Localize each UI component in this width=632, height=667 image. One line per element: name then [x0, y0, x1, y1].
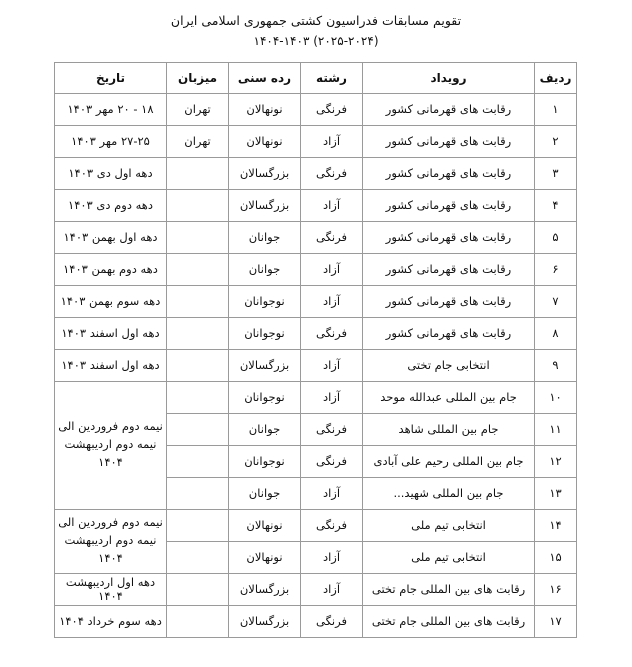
cell-mizban [167, 605, 229, 637]
cell-reshte: آزاد [301, 573, 363, 605]
cell-tarikh: دهه دوم دی ۱۴۰۳ [55, 189, 167, 221]
cell-rooydad: رقابت های قهرمانی کشور [363, 189, 535, 221]
table-row [55, 573, 577, 605]
cell-rooydad: رقابت های قهرمانی کشور [363, 221, 535, 253]
cell-reshte: فرنگی [301, 509, 363, 541]
column-header-rade-senni: رده سنی [229, 62, 301, 93]
cell-mizban [167, 477, 229, 509]
cell-radif: ۴ [535, 189, 577, 221]
cell-radif: ۵ [535, 221, 577, 253]
calendar-table-wrapper [0, 62, 632, 638]
cell-radif: ۱۲ [535, 445, 577, 477]
cell-mizban [167, 189, 229, 221]
table-row [55, 157, 577, 189]
competition-calendar-table [54, 62, 577, 638]
cell-reshte: آزاد [301, 125, 363, 157]
table-row [55, 93, 577, 125]
table-row [55, 285, 577, 317]
cell-tarikh: دهه دوم بهمن ۱۴۰۳ [55, 253, 167, 285]
cell-reshte: فرنگی [301, 605, 363, 637]
table-header [55, 62, 577, 93]
cell-rooydad: انتخابی تیم ملی [363, 509, 535, 541]
cell-rade-senni: نونهالان [229, 93, 301, 125]
cell-radif: ۸ [535, 317, 577, 349]
cell-rooydad: جام بین المللی عبدالله موحد [363, 381, 535, 413]
cell-rade-senni: بزرگسالان [229, 349, 301, 381]
page-subtitle: (۲۰۲۵-۲۰۲۴) ۱۴۰۴-۱۴۰۳ [253, 34, 379, 49]
cell-rooydad: رقابت های قهرمانی کشور [363, 157, 535, 189]
cell-rade-senni: نونهالان [229, 541, 301, 573]
cell-mizban [167, 381, 229, 413]
document-title-block [0, 10, 632, 52]
table-row [55, 605, 577, 637]
cell-radif: ۳ [535, 157, 577, 189]
cell-mizban [167, 253, 229, 285]
cell-reshte: آزاد [301, 285, 363, 317]
cell-rooydad: رقابت های قهرمانی کشور [363, 253, 535, 285]
cell-rade-senni: جوانان [229, 413, 301, 445]
cell-rooydad: جام بین المللی شاهد [363, 413, 535, 445]
column-header-rooydad: رویداد [363, 62, 535, 93]
cell-mizban: تهران [167, 125, 229, 157]
cell-mizban [167, 413, 229, 445]
cell-radif: ۱ [535, 93, 577, 125]
cell-reshte: فرنگی [301, 221, 363, 253]
cell-rade-senni: جوانان [229, 221, 301, 253]
cell-tarikh: ۲۷-۲۵ مهر ۱۴۰۳ [55, 125, 167, 157]
cell-reshte: فرنگی [301, 317, 363, 349]
cell-tarikh-merged-group2: نیمه دوم فروردین الی نیمه دوم اردیبهشت ۱۴۰۴ [55, 509, 167, 573]
table-body [55, 93, 577, 637]
cell-radif: ۱۷ [535, 605, 577, 637]
cell-rooydad: رقابت های قهرمانی کشور [363, 285, 535, 317]
cell-mizban [167, 509, 229, 541]
cell-radif: ۶ [535, 253, 577, 285]
cell-tarikh: دهه سوم بهمن ۱۴۰۳ [55, 285, 167, 317]
column-header-mizban: میزبان [167, 62, 229, 93]
cell-rade-senni: نوجوانان [229, 445, 301, 477]
cell-reshte: آزاد [301, 381, 363, 413]
cell-rooydad: رقابت های بین المللی جام تختی [363, 573, 535, 605]
cell-rooydad: انتخابی جام تختی [363, 349, 535, 381]
cell-radif: ۱۳ [535, 477, 577, 509]
cell-reshte: آزاد [301, 189, 363, 221]
table-row [55, 125, 577, 157]
cell-rooydad: رقابت های بین المللی جام تختی [363, 605, 535, 637]
table-row [55, 253, 577, 285]
cell-tarikh: دهه اول دی ۱۴۰۳ [55, 157, 167, 189]
table-header-row [55, 62, 577, 93]
cell-rade-senni: نوجوانان [229, 317, 301, 349]
cell-rade-senni: بزرگسالان [229, 157, 301, 189]
table-row [55, 381, 577, 413]
cell-reshte: فرنگی [301, 157, 363, 189]
cell-reshte: آزاد [301, 253, 363, 285]
cell-mizban: تهران [167, 93, 229, 125]
cell-rooydad: جام بین المللی رحیم علی آبادی [363, 445, 535, 477]
cell-radif: ۱۰ [535, 381, 577, 413]
cell-mizban [167, 445, 229, 477]
cell-mizban [167, 317, 229, 349]
cell-mizban [167, 573, 229, 605]
column-header-tarikh: تاریخ [55, 62, 167, 93]
cell-reshte: آزاد [301, 349, 363, 381]
table-row [55, 221, 577, 253]
cell-tarikh: ۱۸ - ۲۰ مهر ۱۴۰۳ [55, 93, 167, 125]
cell-radif: ۱۵ [535, 541, 577, 573]
cell-radif: ۱۱ [535, 413, 577, 445]
cell-mizban [167, 349, 229, 381]
cell-mizban [167, 221, 229, 253]
cell-rade-senni: نونهالان [229, 509, 301, 541]
page-title: تقویم مسابقات فدراسیون کشتی جمهوری اسلامی ایران [170, 13, 462, 28]
cell-reshte: آزاد [301, 477, 363, 509]
cell-rooydad: انتخابی تیم ملی [363, 541, 535, 573]
cell-rooydad: رقابت های قهرمانی کشور [363, 317, 535, 349]
column-header-radif: ردیف [535, 62, 577, 93]
cell-radif: ۱۶ [535, 573, 577, 605]
cell-tarikh: دهه اول اسفند ۱۴۰۳ [55, 349, 167, 381]
cell-radif: ۷ [535, 285, 577, 317]
cell-rade-senni: بزرگسالان [229, 189, 301, 221]
cell-radif: ۱۴ [535, 509, 577, 541]
cell-rade-senni: بزرگسالان [229, 605, 301, 637]
cell-mizban [167, 541, 229, 573]
cell-mizban [167, 157, 229, 189]
cell-rade-senni: نونهالان [229, 125, 301, 157]
table-row [55, 349, 577, 381]
column-header-reshte: رشته [301, 62, 363, 93]
cell-rade-senni: جوانان [229, 477, 301, 509]
cell-rade-senni: جوانان [229, 253, 301, 285]
cell-rooydad: جام بین المللی شهید... [363, 477, 535, 509]
table-row [55, 189, 577, 221]
cell-reshte: فرنگی [301, 413, 363, 445]
cell-rooydad: رقابت های قهرمانی کشور [363, 125, 535, 157]
cell-mizban [167, 285, 229, 317]
cell-reshte: فرنگی [301, 93, 363, 125]
table-row [55, 509, 577, 541]
cell-reshte: آزاد [301, 541, 363, 573]
cell-tarikh: دهه اول بهمن ۱۴۰۳ [55, 221, 167, 253]
cell-tarikh: دهه اول اردیبهشت ۱۴۰۴ [55, 573, 167, 605]
cell-rade-senni: بزرگسالان [229, 573, 301, 605]
cell-radif: ۲ [535, 125, 577, 157]
cell-tarikh: دهه اول اسفند ۱۴۰۳ [55, 317, 167, 349]
cell-rade-senni: نوجوانان [229, 285, 301, 317]
cell-tarikh-merged-group1: نیمه دوم فروردین الی نیمه دوم اردیبهشت ۱۴۰۴ [55, 381, 167, 509]
cell-rade-senni: نوجوانان [229, 381, 301, 413]
table-row [55, 317, 577, 349]
cell-tarikh: دهه سوم خرداد ۱۴۰۴ [55, 605, 167, 637]
cell-reshte: فرنگی [301, 445, 363, 477]
cell-rooydad: رقابت های قهرمانی کشور [363, 93, 535, 125]
cell-radif: ۹ [535, 349, 577, 381]
